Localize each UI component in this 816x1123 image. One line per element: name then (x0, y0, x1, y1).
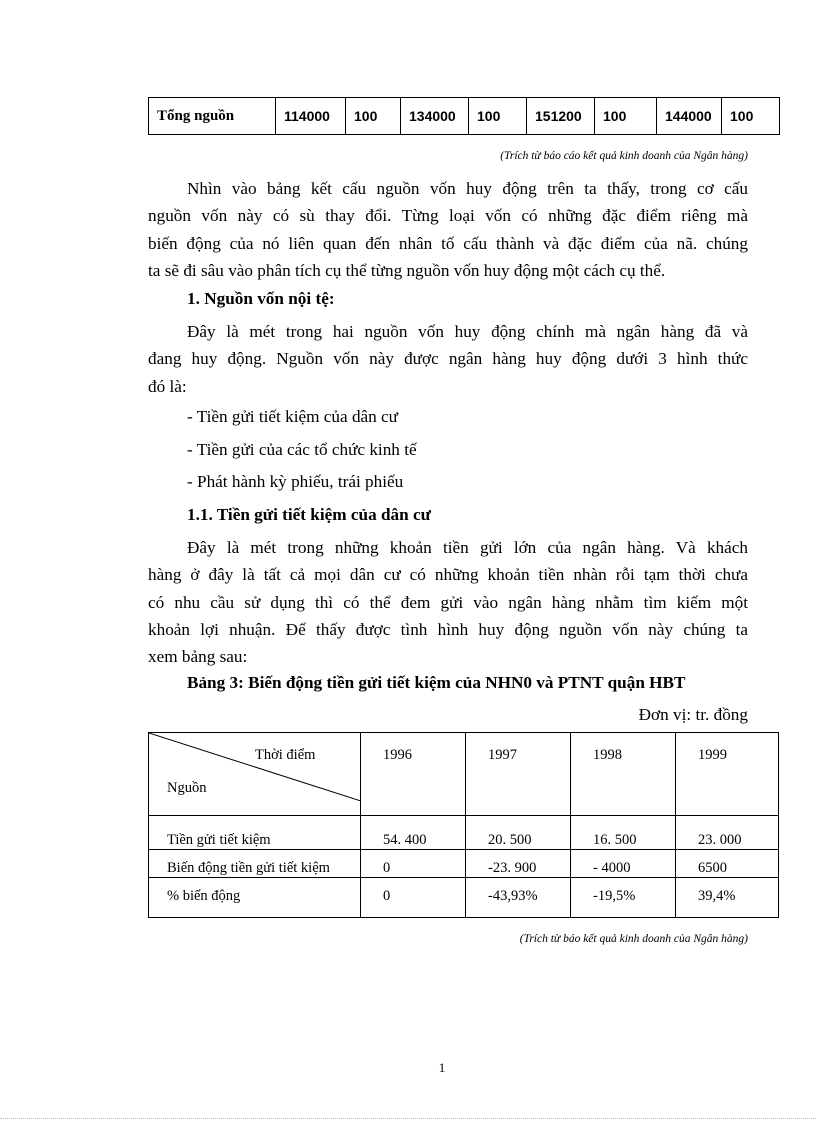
list-item: - Tiền gửi tiết kiệm của dân cư (187, 407, 398, 426)
table-cell: -43,93% (466, 878, 571, 918)
page-bottom-rule (0, 1118, 816, 1119)
table-cell: 100 (346, 98, 401, 135)
deposit-table (148, 732, 779, 918)
table-cell: 100 (595, 98, 657, 135)
list-item: - Tiền gửi của các tổ chức kinh tế (187, 440, 417, 459)
paragraph-line: đó là: (148, 376, 187, 396)
table-cell: 151200 (527, 98, 595, 135)
table-cell: -19,5% (571, 878, 676, 918)
table-row (149, 878, 779, 918)
paragraph-line: đang huy động. Nguồn vốn này được ngân hàng huy động dưới 3 hình thức (148, 349, 748, 369)
table-cell: -23. 900 (466, 850, 571, 878)
paragraph-line: Đây là mét trong hai nguồn vốn huy động chính mà ngân hàng đã và (187, 322, 748, 341)
table-row (149, 816, 779, 850)
year-header: 1996 (361, 733, 466, 816)
table-title: Bảng 3: Biến động tiền gửi tiết kiệm của NHN0 và PTNT quận HBT (187, 673, 686, 692)
row-label: Tiền gửi tiết kiệm (149, 816, 361, 850)
paragraph (148, 175, 748, 284)
list-item: - Phát hành kỳ phiếu, trái phiếu (187, 472, 404, 491)
row-label: Biến động tiền gửi tiết kiệm (149, 850, 361, 878)
table-cell: 20. 500 (466, 816, 571, 850)
paragraph (148, 534, 748, 670)
total-source-label: Tổng nguồn (149, 98, 276, 135)
table-cell: 0 (361, 850, 466, 878)
row-label: % biến động (149, 878, 361, 918)
subsection-heading: 1.1. Tiền gửi tiết kiệm của dân cư (187, 505, 431, 524)
paragraph (148, 318, 748, 400)
table-row (149, 98, 780, 135)
table-cell: 100 (722, 98, 780, 135)
unit-label: Đơn vị: tr. đồng (638, 705, 748, 724)
paragraph-line: ta sẽ đi sâu vào phân tích cụ thể từng nguồn vốn huy động một cách cụ thể. (148, 260, 666, 280)
source-note: (Trích từ báo cáo kết quả kinh doanh của Ngân hàng) (500, 150, 748, 162)
table-cell: 54. 400 (361, 816, 466, 850)
source-note: (Trích từ báo kết quả kinh doanh của Ngân hàng) (519, 933, 748, 945)
table-row (149, 850, 779, 878)
paragraph-line: biến động của nó liên quan đến nhân tố cấu thành và đặc điểm của nã. chúng (148, 233, 748, 253)
diagonal-header-cell (149, 733, 361, 816)
paragraph-line: khoản lợi nhuận. Để thấy được tình hình huy động nguồn vốn này chúng ta (148, 619, 748, 639)
table-cell: 16. 500 (571, 816, 676, 850)
table-cell: 134000 (401, 98, 469, 135)
table-cell: 144000 (657, 98, 722, 135)
year-header: 1997 (466, 733, 571, 816)
year-header: 1998 (571, 733, 676, 816)
table-cell: 6500 (676, 850, 779, 878)
paragraph-line: xem bảng sau: (148, 647, 248, 667)
paragraph-line: có nhu cầu sử dụng thì có thể đem gửi vào ngân hàng nhằm tìm kiếm một (148, 592, 748, 612)
summary-table (148, 97, 780, 135)
header-source-label: Nguồn (167, 780, 207, 796)
table-cell: 100 (469, 98, 527, 135)
paragraph-line: nguồn vốn này có sù thay đổi. Từng loại vốn có những đặc điểm riêng mà (148, 206, 748, 226)
paragraph-line: Nhìn vào bảng kết cấu nguồn vốn huy động trên ta thấy, trong cơ cấu (187, 179, 748, 198)
table-cell: 0 (361, 878, 466, 918)
paragraph-line: hàng ở đây là tất cả mọi dân cư có những khoản tiền nhàn rỗi tạm thời chưa (148, 565, 748, 585)
paragraph-line: Đây là mét trong những khoản tiền gửi lớn của ngân hàng. Và khách (187, 538, 748, 557)
table-header-row (149, 733, 779, 816)
page-number: 1 (438, 1060, 446, 1075)
table-cell: 23. 000 (676, 816, 779, 850)
year-header: 1999 (676, 733, 779, 816)
section-heading: 1. Nguồn vốn nội tệ: (187, 289, 335, 308)
table-cell: 114000 (276, 98, 346, 135)
table-cell: - 4000 (571, 850, 676, 878)
header-time-label: Thời điểm (255, 747, 316, 763)
table-cell: 39,4% (676, 878, 779, 918)
